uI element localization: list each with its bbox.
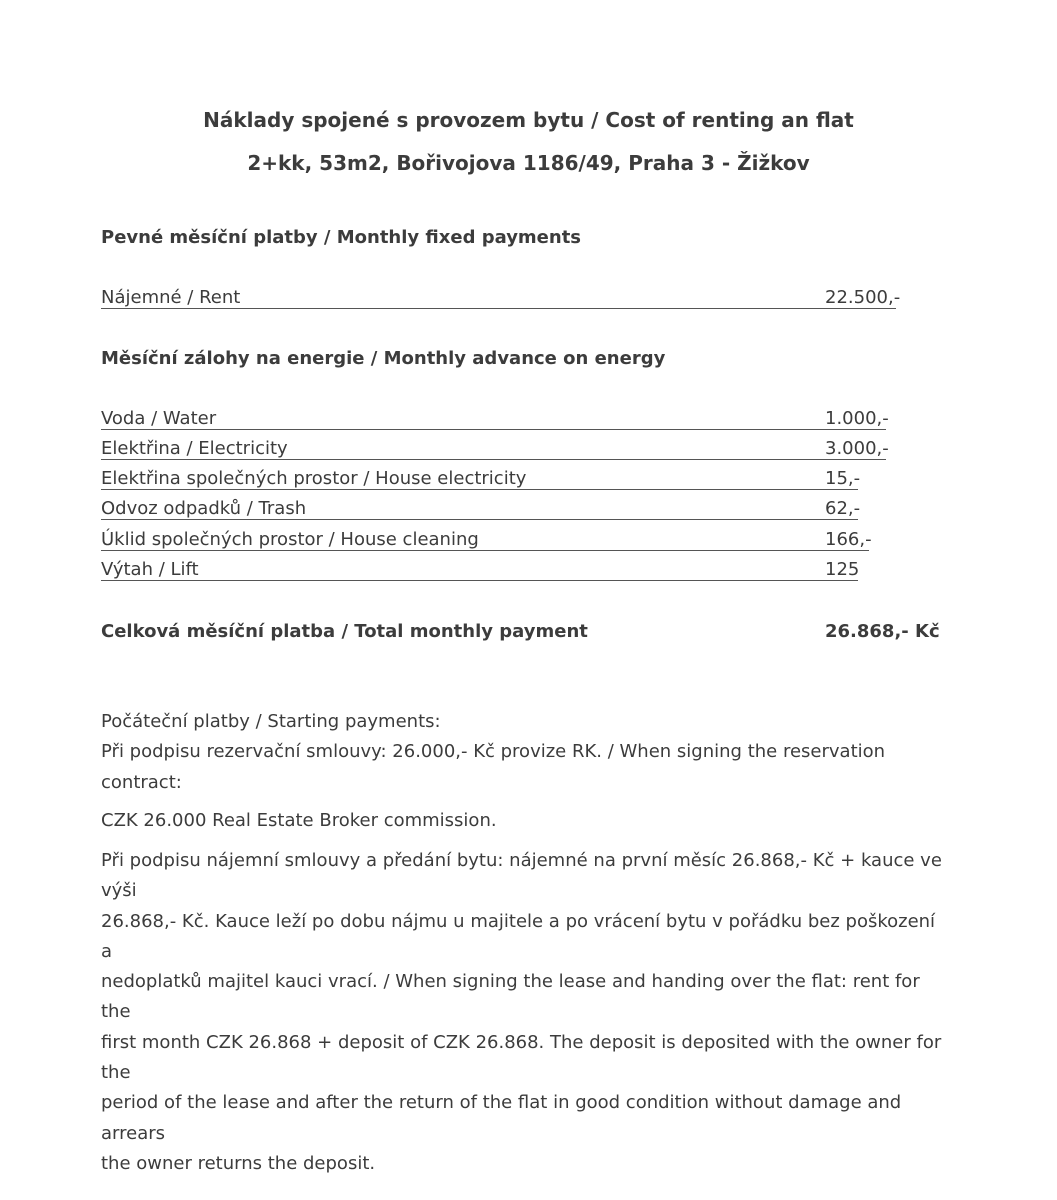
row-underline bbox=[101, 459, 886, 460]
row-label: Výtah / Lift bbox=[101, 559, 199, 580]
lease-line: the owner returns the deposit. bbox=[101, 1152, 376, 1174]
starting-line: Při podpisu rezervační smlouvy: 26.000,- Kč provize RK. / When signing the reservation contract: bbox=[101, 741, 886, 793]
row-label: Elektřina / Electricity bbox=[101, 438, 288, 459]
row-amount: 62,- bbox=[825, 498, 861, 519]
row-label: Odvoz odpadků / Trash bbox=[101, 498, 307, 519]
row-amount: 15,- bbox=[825, 468, 861, 489]
row-label: Elektřina společných prostor / House electricity bbox=[101, 468, 527, 489]
total-row bbox=[101, 621, 941, 642]
row-underline bbox=[101, 308, 896, 309]
starting-heading: Počáteční platby / Starting payments: bbox=[101, 711, 441, 732]
total-amount: 26.868,- Kč bbox=[825, 621, 940, 642]
lease-line: first month CZK 26.868 + deposit of CZK 26.868. The deposit is deposited with the owner for the bbox=[101, 1031, 942, 1084]
property-subtitle: 2+kk, 53m2, Bořivojova 1186/49, Praha 3 - Žižkov bbox=[247, 151, 810, 175]
row-amount: 166,- bbox=[825, 529, 872, 550]
energy-heading: Měsíční zálohy na energie / Monthly advance on energy bbox=[101, 348, 666, 369]
row-label: Voda / Water bbox=[101, 408, 217, 429]
row-underline bbox=[101, 429, 886, 430]
row-label: Úklid společných prostor / House cleaning bbox=[101, 529, 479, 550]
row-amount: 3.000,- bbox=[825, 438, 889, 459]
row-underline bbox=[101, 489, 858, 490]
fixed-payments-heading: Pevné měsíční platby / Monthly fixed payments bbox=[101, 227, 582, 248]
lease-line: nedoplatků majitel kauci vrací. / When signing the lease and handing over the flat: rent for the bbox=[101, 971, 920, 1023]
row-label: Nájemné / Rent bbox=[101, 287, 241, 308]
starting-payments bbox=[101, 707, 951, 836]
lease-line: Při podpisu nájemní smlouvy a předání bytu: nájemné na první měsíc 26.868,- Kč + kauce ve výši bbox=[101, 850, 942, 902]
row-underline bbox=[101, 580, 858, 581]
row-amount: 1.000,- bbox=[825, 408, 889, 429]
row-amount: 22.500,- bbox=[825, 287, 901, 308]
row-amount: 125 bbox=[825, 559, 860, 580]
lease-line: period of the lease and after the return of the flat in good condition without damage and arrears bbox=[101, 1092, 902, 1144]
starting-line: CZK 26.000 Real Estate Broker commission. bbox=[101, 809, 497, 831]
lease-paragraph bbox=[101, 846, 951, 1179]
lease-line: 26.868,- Kč. Kauce leží po dobu nájmu u majitele a po vrácení bytu v pořádku bez poškození a bbox=[101, 910, 936, 962]
row-underline bbox=[101, 550, 869, 551]
row-underline bbox=[101, 519, 858, 520]
total-label: Celková měsíční platba / Total monthly payment bbox=[101, 621, 588, 642]
document-title: Náklady spojené s provozem bytu / Cost of renting an flat bbox=[203, 108, 854, 132]
